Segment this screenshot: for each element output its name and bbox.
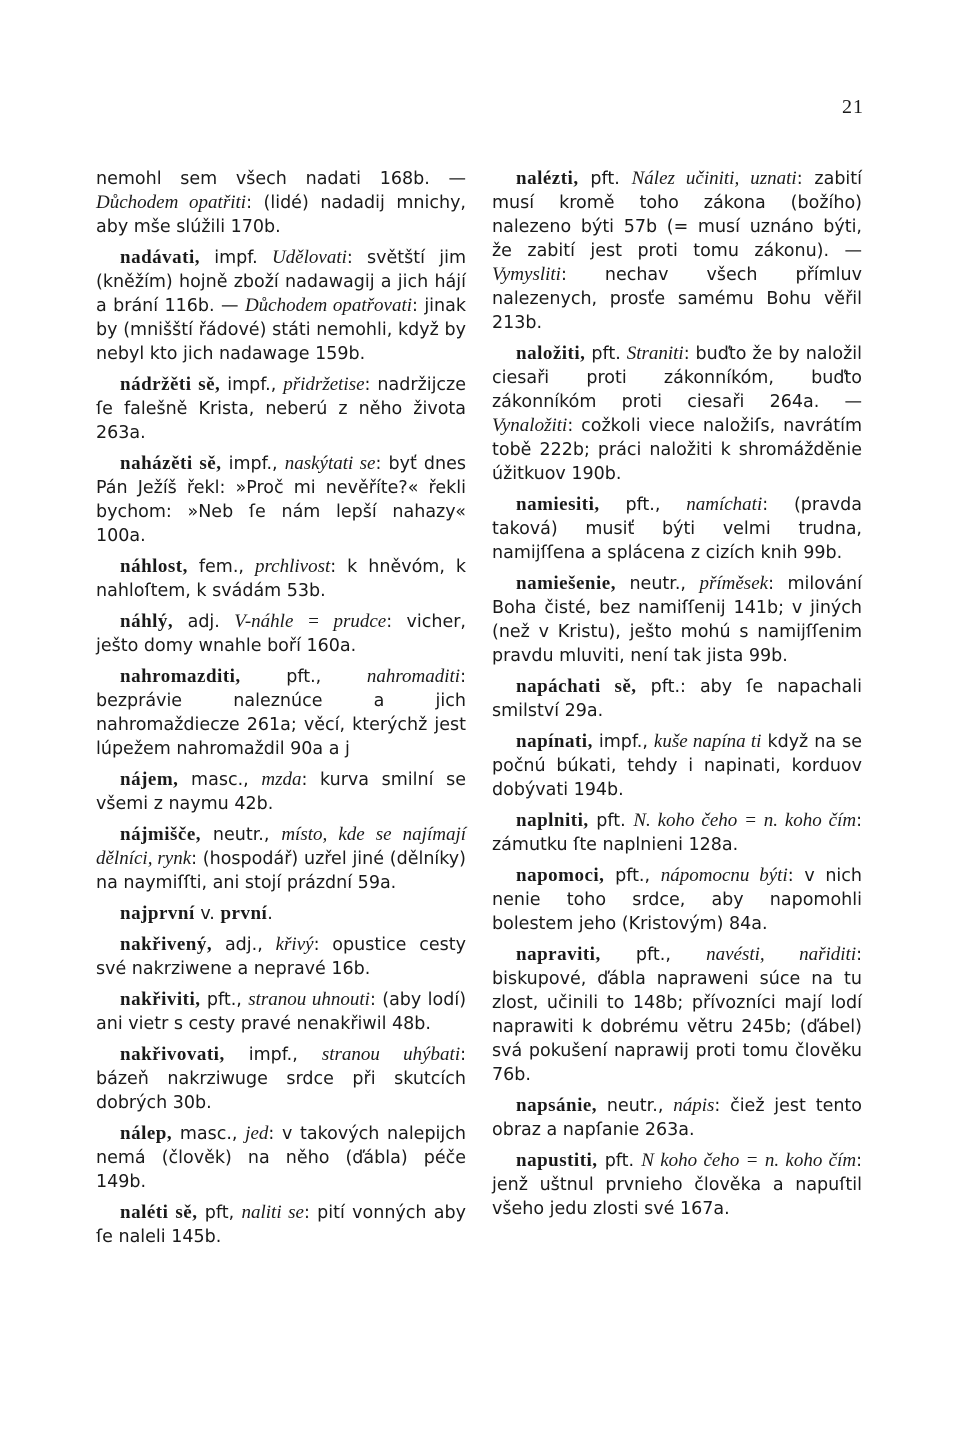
entry-text: masc., — [172, 1124, 246, 1144]
definition-italic: nápis — [673, 1095, 715, 1116]
entry-text: pft. — [597, 1151, 642, 1171]
dictionary-entry-nadrzeti-se — [96, 373, 466, 445]
entry-text: pft. — [585, 344, 627, 364]
dictionary-entry-napsanie — [492, 1094, 862, 1142]
dictionary-entry-naplniti — [492, 809, 862, 857]
entry-text: pft., — [599, 495, 687, 515]
definition-italic: nápomocnu býti — [660, 865, 788, 886]
dictionary-entry-namiesiti — [492, 493, 862, 565]
entry-text: : (lidé) nadadij mnichy, aby mše slúžili 170b. — [96, 193, 466, 237]
entry-text: : opustice cesty své nakrziwene a nepravé 16b. — [96, 935, 466, 979]
dictionary-entry-nahly — [96, 610, 466, 658]
definition-italic: příměsek — [699, 573, 769, 594]
definition-italic: Důchodem opatřovati — [244, 295, 413, 316]
definition-italic: stranou uhnouti — [248, 989, 370, 1010]
entry-text: : zabití musí kromě toho zákona (božího) nalezeno býti 57b (= musí uznáno býti, že zabití jest proti tomu zákonu). — — [492, 169, 863, 261]
definition-italic: Důchodem opatřiti — [96, 192, 247, 213]
page-number: 21 — [842, 96, 864, 118]
definition-italic: stranou uhýbati — [321, 1044, 461, 1065]
entry-text: fem., — [187, 557, 255, 577]
definition-italic: jed — [245, 1123, 269, 1144]
definition-italic: nahromaditi — [366, 666, 461, 687]
headword: naléti sě, — [120, 1202, 198, 1223]
entry-text: impf., — [221, 454, 285, 474]
headword: nakřivený, — [120, 934, 213, 955]
entry-text: : (pravda taková) musiť býti velmi trudna, namijſſena a splácena z cizích knih 99b. — [492, 495, 862, 563]
dictionary-entry-nahlost — [96, 555, 466, 603]
entry-text: : bázeň nakrziwuge srdce při skutcích dobrých 30b. — [96, 1045, 467, 1113]
definition-italic: křivý — [275, 934, 314, 955]
headword: náhlost, — [120, 556, 188, 577]
headword: nalézti, — [516, 168, 579, 189]
headword: nakřivovati, — [120, 1044, 225, 1065]
definition-italic: naskýtati se — [284, 453, 376, 474]
headword: nájem, — [120, 769, 179, 790]
entry-text: neutr., — [615, 574, 700, 594]
entry-text: pft., — [604, 866, 661, 886]
entry-text: pft., — [200, 990, 249, 1010]
headword: napsánie, — [516, 1095, 598, 1116]
definition-italic: přidržetise — [283, 374, 365, 395]
headword: napustiti, — [516, 1150, 598, 1171]
entry-text: : nadržijcze ſe falešně Krista, neberú z něho života 263a. — [96, 375, 466, 443]
entry-text: masc., — [178, 770, 262, 790]
definition-italic: Nález učiniti, uznati — [631, 168, 797, 189]
entry-text: adj., — [212, 935, 276, 955]
definition-italic: místo, kde se najímají dělníci, rynk — [96, 824, 467, 869]
entry-text: : kurva smilní se všemi z naymu 42b. — [96, 770, 466, 814]
entry-text: : nechav všech přímluv nalezenych, prosťe samému Bohu věřil 213b. — [492, 265, 862, 333]
entry-text: impf., — [220, 375, 284, 395]
definition-italic: naliti se — [241, 1202, 304, 1223]
right-column — [492, 167, 862, 1228]
entry-text: : k hněvóm, k nahloſtem, k svádám 53b. — [96, 557, 466, 601]
dictionary-entry-nakriveny — [96, 933, 466, 981]
entry-text: : biskupové, ďábla napraweni súce na tu zlost, učinili to 148b; přívozníci mají lodí naprawiti k dobrému větru 245b; (ďábel) svá pokušení naprawij proti tomu člověku 76b. — [492, 945, 863, 1085]
definition-italic: Udělovati — [271, 247, 347, 268]
headword: nahromazditi, — [120, 666, 241, 687]
entry-text: impf., — [224, 1045, 322, 1065]
entry-text: : byť dnes Pán Ježíš řekl: »Proč mi nevěříte?« řekli bychom: »Neb ſe nám lepší nahazy« 100a. — [96, 454, 466, 546]
dictionary-entry-najmisce — [96, 823, 466, 895]
left-column — [96, 167, 466, 1256]
definition-italic: mzda — [261, 769, 302, 790]
headword: nájmišče, — [120, 824, 202, 845]
dictionary-entry-napinati — [492, 730, 862, 802]
definition-italic: N koho čeho = n. koho čím — [641, 1150, 857, 1171]
dictionary-entry-nalep — [96, 1122, 466, 1194]
headword: nakřiviti, — [120, 989, 201, 1010]
dictionary-entry-namiesenie — [492, 572, 862, 668]
entry-text: : čiež jest tento obraz a napſanie 263a. — [492, 1096, 862, 1140]
headword: naložiti, — [516, 343, 586, 364]
headword: namiešenie, — [516, 573, 616, 594]
dictionary-entry-najem — [96, 768, 466, 816]
entry-text: : v nich nenie toho srdce, aby napomohli bolestem jeho (Kristovým) 84a. — [492, 866, 863, 934]
entry-text: : vicher, ješto domy wnahle boří 160a. — [96, 612, 466, 656]
headword: najprvní — [120, 903, 195, 924]
headword: nádržěti sě, — [120, 374, 221, 395]
entry-text: : milování Boha čisté, bez namiſſenij 141b; v jiných (než v Kristu), ješto mohú s namijſſenim pravdu mluviti, není tak jista 99b. — [492, 574, 862, 666]
definition-italic: Straniti — [626, 343, 684, 364]
entry-text: pft.: aby ſe napachali smilství 29a. — [492, 677, 862, 721]
definition-italic: Vymysliti — [492, 264, 561, 285]
definition-italic: namíchati — [686, 494, 763, 515]
headword: namiesiti, — [516, 494, 600, 515]
entry-text: nemohl sem všech nadati 168b. — — [96, 169, 466, 189]
entry-text: adj. — [173, 612, 235, 632]
dictionary-entry-nahazeti-se — [96, 452, 466, 548]
definition-italic: Vynaložiti — [492, 415, 568, 436]
entry-text: : jenž uštnul prvnieho člověka a napuſtil všeho jedu zlosti své 167a. — [492, 1151, 862, 1219]
entry-text: : jinak by (mnišští řádové) státi nemohli, když by nebyl kto jich nadawage 159b. — [96, 296, 466, 364]
headword: náhlý, — [120, 611, 174, 632]
entry-text: pft. — [578, 169, 632, 189]
entry-text: neutr., — [201, 825, 282, 845]
headword: naházěti sě, — [120, 453, 222, 474]
entry-text: : (hospodář) uzřel jiné (dělníky) na naymiſſti, ani stojí prázdní 59a. — [96, 849, 466, 893]
definition-italic: N. koho čeho = n. koho čím — [633, 810, 857, 831]
definition-italic: navésti, nařiditi — [706, 944, 857, 965]
dictionary-entry-naleti-se — [96, 1201, 466, 1249]
headword: napáchati sě, — [516, 676, 637, 697]
entry-text: impf. — [200, 248, 272, 268]
entry-text: v. — [194, 904, 221, 924]
dictionary-entry-nahromazditi — [96, 665, 466, 761]
dictionary-entry-continuation — [96, 167, 466, 239]
dictionary-entry-napomoci — [492, 864, 862, 936]
entry-text: : zámutku ſte naplnieni 128a. — [492, 811, 862, 855]
dictionary-entry-napraviti — [492, 943, 862, 1087]
dictionary-entry-naloziti — [492, 342, 862, 486]
headword: napomoci, — [516, 865, 605, 886]
dictionary-entry-nadavati — [96, 246, 466, 366]
entry-text: pft., — [600, 945, 707, 965]
entry-text: : cožkoli viece naložiſs, navrátím tobě 222b; práci naložiti k shromážděnie úžitkuov 190b. — [492, 416, 862, 484]
entry-text: : v takových nalepijch nemá (člověk) na něho (ďábla) péče 149b. — [96, 1124, 466, 1192]
definition-italic: V-náhle = prudce — [234, 611, 387, 632]
entry-text: : bezprávie naleznúce a jich nahromaždiecze 261a; věcí, kterýchž jest lúpežem nahromaždil 90a a j — [96, 667, 466, 759]
entry-text: pft. — [588, 811, 634, 831]
dictionary-entry-napachati-se — [492, 675, 862, 723]
dictionary-entry-nakriviti — [96, 988, 466, 1036]
entry-text: pft, — [197, 1203, 242, 1223]
headword: nadávati, — [120, 247, 200, 268]
dictionary-entry-najprvni — [96, 902, 466, 926]
headword: nálep, — [120, 1123, 173, 1144]
dictionary-entry-nalezti — [492, 167, 862, 335]
entry-text: impf., — [592, 732, 654, 752]
dictionary-entry-nakrivovati — [96, 1043, 466, 1115]
entry-text: : světští jim (kněžím) hojně zboží nadawagij a jich hájí a brání 116b. — — [96, 248, 466, 316]
entry-text: : (aby lodí) ani vietr s cesty pravé nenakřiwil 48b. — [96, 990, 467, 1034]
headword: napraviti, — [516, 944, 601, 965]
definition-italic: kuše napína ti — [653, 731, 762, 752]
cross-reference: první — [220, 903, 268, 924]
entry-text: když na se počnú búkati, tehdy i napinati, korduov dobývati 194b. — [492, 732, 862, 800]
entry-text: pft., — [240, 667, 367, 687]
entry-text: neutr., — [597, 1096, 674, 1116]
headword: napínati, — [516, 731, 593, 752]
dictionary-entry-napustiti — [492, 1149, 862, 1221]
entry-text: : buďto že by naložil ciesaři proti zákonníkóm, buďto zákonníkóm proti ciesaři 264a. — — [492, 344, 862, 412]
definition-italic: prchlivost — [254, 556, 331, 577]
headword: naplniti, — [516, 810, 589, 831]
entry-text: : pití vonných aby ſe naleli 145b. — [96, 1203, 466, 1247]
entry-text: . — [267, 904, 273, 924]
